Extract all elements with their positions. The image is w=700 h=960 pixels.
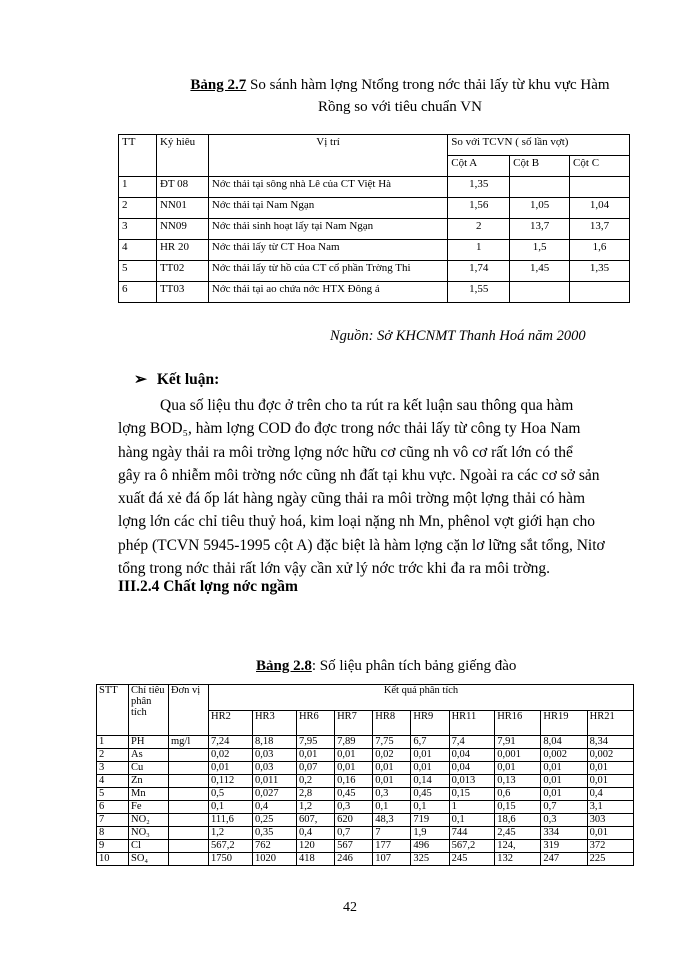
table1-cell-b — [510, 177, 570, 198]
table2-cell-value: 247 — [541, 853, 587, 866]
table2-cell-value: 225 — [587, 853, 633, 866]
table2-cell-stt: 5 — [97, 788, 129, 801]
table2-cell-stt: 8 — [97, 827, 129, 840]
table1-cell-tt: 2 — [119, 198, 157, 219]
table2-cell-value: 0,1 — [373, 801, 411, 814]
table2-cell-value: 0,002 — [587, 749, 633, 762]
table1-cell-a: 2 — [448, 219, 510, 240]
table2-cell-value: 0,01 — [335, 749, 373, 762]
table2-cell-value: 1 — [449, 801, 495, 814]
table2-cell-value: 0,4 — [296, 827, 334, 840]
table2-cell-value: 7,75 — [373, 736, 411, 749]
table2-cell-value: 3,1 — [587, 801, 633, 814]
table2-cell-value: 0,3 — [335, 801, 373, 814]
table2-cell-value: 334 — [541, 827, 587, 840]
table2-header-result: Kết quả phân tích — [209, 685, 634, 711]
table2-cell-value: 0,04 — [449, 762, 495, 775]
table2-cell-value: 245 — [449, 853, 495, 866]
table2-cell-value: 744 — [449, 827, 495, 840]
table1-row — [119, 219, 630, 240]
table2-cell-unit — [169, 840, 209, 853]
table1-cell-code: NN09 — [156, 219, 208, 240]
table2-cell-value: 567,2 — [209, 840, 253, 853]
table2-cell-unit — [169, 801, 209, 814]
conclusion-line: xuất đá xẻ đá ốp lát hàng ngày cũng thải ra môi trờng một lợng thải có hàm — [118, 490, 586, 508]
table2-row — [97, 840, 634, 853]
table1-row — [119, 177, 630, 198]
table1-cell-loc: Nớc thải tại ao chứa nớc HTX Đông á — [208, 282, 447, 303]
table2-well-header: HR3 — [252, 710, 296, 736]
table2-cell-value: 319 — [541, 840, 587, 853]
table1-cell-loc: Nớc thải sinh hoạt lấy tại Nam Ngạn — [208, 219, 447, 240]
table1-cell-a: 1 — [448, 240, 510, 261]
table2-cell-value: 1,9 — [411, 827, 449, 840]
table2-cell-value: 0,01 — [411, 749, 449, 762]
table2-cell-value: 2,8 — [296, 788, 334, 801]
table1-cell-c: 13,7 — [570, 219, 630, 240]
table2-row — [97, 801, 634, 814]
table2-cell-value: 107 — [373, 853, 411, 866]
table2-cell-stt: 9 — [97, 840, 129, 853]
table1-cell-b: 1,5 — [510, 240, 570, 261]
table1-cell-c: 1,6 — [570, 240, 630, 261]
table2-cell-value: 0,45 — [411, 788, 449, 801]
table2-well-header: HR7 — [335, 710, 373, 736]
table2-cell-value: 0,15 — [449, 788, 495, 801]
table1-cell-a: 1,35 — [448, 177, 510, 198]
table1-header-col-c: Cột C — [570, 156, 630, 177]
table1-caption — [150, 74, 650, 118]
table2-cell-value: 0,03 — [252, 762, 296, 775]
table2-cell-stt: 7 — [97, 814, 129, 827]
table1-cell-c: 1,35 — [570, 261, 630, 282]
table2-cell-value: 0,01 — [495, 762, 541, 775]
table2-cell-value: 325 — [411, 853, 449, 866]
table2-cell-value: 1,2 — [209, 827, 253, 840]
table2-cell-value: 762 — [252, 840, 296, 853]
table2-well-header: HR21 — [587, 710, 633, 736]
table1-cell-loc: Nớc thải tại sông nhà Lê của CT Việt Hà — [208, 177, 447, 198]
table2-cell-value: 607, — [296, 814, 334, 827]
table2-cell-value: 8,04 — [541, 736, 587, 749]
table2-cell-value: 0,1 — [449, 814, 495, 827]
table2-cell-value: 0,01 — [587, 775, 633, 788]
table2-cell-unit — [169, 788, 209, 801]
table2-cell-value: 567,2 — [449, 840, 495, 853]
table2-cell-stt: 1 — [97, 736, 129, 749]
table2-cell-param: Cl — [129, 840, 169, 853]
table1-cell-tt: 5 — [119, 261, 157, 282]
table2-cell-value: 124, — [495, 840, 541, 853]
table1-cell-tt: 3 — [119, 219, 157, 240]
conclusion-paragraph — [118, 394, 632, 580]
table2-cell-value: 132 — [495, 853, 541, 866]
table2-cell-value: 0,14 — [411, 775, 449, 788]
table2-cell-param: Zn — [129, 775, 169, 788]
table2-well-header: HR9 — [411, 710, 449, 736]
table1-cell-code: TT02 — [156, 261, 208, 282]
conclusion-line: tổng trong nớc thải rất lớn vậy cần xử lý nớc trớc khi đa ra môi trờng. — [118, 560, 551, 578]
table2-cell-param: As — [129, 749, 169, 762]
table1-header-col-b: Cột B — [510, 156, 570, 177]
table2-well-header: HR16 — [495, 710, 541, 736]
table2-row — [97, 749, 634, 762]
table2-cell-value: 0,01 — [296, 749, 334, 762]
table2-cell-value: 0,03 — [252, 749, 296, 762]
table1-cell-tt: 1 — [119, 177, 157, 198]
table1-caption-line1: So sánh hàm lợng Ntổng trong nớc thải lấy từ khu vực Hàm — [246, 77, 610, 93]
table2-caption-label: Bảng 2.8 — [256, 658, 312, 674]
table2-row — [97, 788, 634, 801]
table2-cell-value: 7,24 — [209, 736, 253, 749]
table2-cell-value: 18,6 — [495, 814, 541, 827]
table2-cell-value: 0,2 — [296, 775, 334, 788]
table2-cell-param: Cu — [129, 762, 169, 775]
table1-cell-a: 1,55 — [448, 282, 510, 303]
table1-row — [119, 240, 630, 261]
section-heading: III.2.4 Chất lợng nớc ngầm — [118, 578, 298, 595]
table2-well-header: HR2 — [209, 710, 253, 736]
table2-cell-value: 0,4 — [587, 788, 633, 801]
table2-cell-value: 0,6 — [495, 788, 541, 801]
table2-cell-value: 0,01 — [411, 762, 449, 775]
table2-cell-stt: 4 — [97, 775, 129, 788]
table2-cell-value: 0,4 — [252, 801, 296, 814]
table2-well-header: HR6 — [296, 710, 334, 736]
table1-cell-code: TT03 — [156, 282, 208, 303]
table2-cell-value: 0,5 — [209, 788, 253, 801]
table1-cell-a: 1,56 — [448, 198, 510, 219]
table2-cell-unit — [169, 853, 209, 866]
table2-cell-value: 0,112 — [209, 775, 253, 788]
conclusion-line: lợng BOD₅, hàm lợng COD đo đợc trong nớc thải lấy từ công ty Hoa Nam — [118, 420, 581, 438]
table2-cell-unit — [169, 775, 209, 788]
table2-cell-param: Fe — [129, 801, 169, 814]
table2-cell-value: 0,45 — [335, 788, 373, 801]
table2-cell-stt: 3 — [97, 762, 129, 775]
table2-well-header: HR11 — [449, 710, 495, 736]
table2-cell-value: 0,01 — [541, 788, 587, 801]
table2-cell-unit — [169, 827, 209, 840]
table2-cell-value: 7,4 — [449, 736, 495, 749]
table2-cell-value: 719 — [411, 814, 449, 827]
table2-row — [97, 853, 634, 866]
table2-cell-value: 496 — [411, 840, 449, 853]
table2-cell-stt: 10 — [97, 853, 129, 866]
table2-cell-value: 0,01 — [373, 775, 411, 788]
table2-header-param: Chỉ tiêu phân tích — [129, 685, 169, 736]
table2-cell-stt: 2 — [97, 749, 129, 762]
table2-cell-param: SO₄ — [129, 853, 169, 866]
table2-cell-value: 0,13 — [495, 775, 541, 788]
table2-cell-value: 0,01 — [587, 827, 633, 840]
table2-cell-value: 2,45 — [495, 827, 541, 840]
table2-cell-value: 303 — [587, 814, 633, 827]
table2-cell-value: 620 — [335, 814, 373, 827]
table1-row — [119, 198, 630, 219]
conclusion-heading: Kết luận: — [156, 371, 220, 388]
table1-header-col-a: Cột A — [448, 156, 510, 177]
table1-cell-tt: 4 — [119, 240, 157, 261]
table2-cell-param: Mn — [129, 788, 169, 801]
conclusion-heading-row — [134, 370, 219, 389]
table2-row — [97, 762, 634, 775]
table2-cell-value: 0,7 — [541, 801, 587, 814]
table1-header-code: Ký hiêu — [156, 135, 208, 177]
table2-cell-param: NO₂ — [129, 814, 169, 827]
table1-cell-code: NN01 — [156, 198, 208, 219]
table2-cell-value: 8,34 — [587, 736, 633, 749]
table1-cell-code: ĐT 08 — [156, 177, 208, 198]
table2-cell-value: 418 — [296, 853, 334, 866]
table1-cell-code: HR 20 — [156, 240, 208, 261]
table2-cell-value: 0,002 — [541, 749, 587, 762]
table2-cell-value: 48,3 — [373, 814, 411, 827]
table2-cell-unit — [169, 762, 209, 775]
table2-cell-value: 8,18 — [252, 736, 296, 749]
table2-cell-value: 372 — [587, 840, 633, 853]
table2-row — [97, 736, 634, 749]
table2-well-header: HR19 — [541, 710, 587, 736]
table2-cell-value: 7 — [373, 827, 411, 840]
table2-cell-value: 0,3 — [541, 814, 587, 827]
table1-cell-b — [510, 282, 570, 303]
table2-cell-value: 0,7 — [335, 827, 373, 840]
table2-cell-value: 0,01 — [209, 762, 253, 775]
table1-caption-line2: Rồng so với tiêu chuẩn VN — [318, 99, 482, 115]
table2-cell-value: 0,3 — [373, 788, 411, 801]
table2-row — [97, 814, 634, 827]
table1-source: Nguồn: Sở KHCNMT Thanh Hoá năm 2000 — [330, 328, 586, 344]
conclusion-line: lợng lớn các chỉ tiêu thuỷ hoá, kim loại nặng nh Mn, phênol vợt giới hạn cho — [118, 513, 596, 531]
table2-row — [97, 775, 634, 788]
table1-header-compare: So với TCVN ( số lần vợt) — [448, 135, 630, 156]
table2-cell-value: 0,011 — [252, 775, 296, 788]
table2-cell-unit — [169, 814, 209, 827]
table1-cell-b: 13,7 — [510, 219, 570, 240]
bullet-arrow-icon: ➢ — [134, 371, 147, 388]
table1-cell-b: 1,45 — [510, 261, 570, 282]
table1-header-location: Vị trí — [208, 135, 447, 177]
table2-cell-param: PH — [129, 736, 169, 749]
table1-cell-loc: Nớc thải lấy từ CT Hoa Nam — [208, 240, 447, 261]
table1-cell-a: 1,74 — [448, 261, 510, 282]
table2-cell-value: 0,01 — [373, 762, 411, 775]
table2-cell-unit: mg/l — [169, 736, 209, 749]
table2-well-header: HR8 — [373, 710, 411, 736]
table2-cell-value: 120 — [296, 840, 334, 853]
table2-cell-value: 567 — [335, 840, 373, 853]
table1-caption-label: Bảng 2.7 — [190, 77, 247, 93]
table2-cell-value: 246 — [335, 853, 373, 866]
table2-cell-value: 0,01 — [335, 762, 373, 775]
table2-cell-value: 7,89 — [335, 736, 373, 749]
table2-cell-value: 0,027 — [252, 788, 296, 801]
table2-caption — [256, 658, 516, 675]
conclusion-line: gây ra ô nhiễm môi trờng nớc cũng nh đất tại khu vực. Ngoài ra các cơ sở sản — [118, 466, 600, 484]
table2-cell-value: 0,16 — [335, 775, 373, 788]
table2-cell-value: 0,07 — [296, 762, 334, 775]
table2-cell-value: 7,95 — [296, 736, 334, 749]
table2-cell-value: 0,013 — [449, 775, 495, 788]
table2-header-unit: Đơn vị — [169, 685, 209, 736]
table2-cell-value: 0,15 — [495, 801, 541, 814]
table2-cell-value: 1750 — [209, 853, 253, 866]
table2-header-stt: STT — [97, 685, 129, 736]
table2-cell-value: 0,001 — [495, 749, 541, 762]
table2-cell-value: 0,25 — [252, 814, 296, 827]
table2 — [96, 684, 634, 866]
table1-cell-loc: Nớc thải tại Nam Ngạn — [208, 198, 447, 219]
table1 — [118, 134, 630, 303]
table2-cell-value: 1020 — [252, 853, 296, 866]
table2-cell-param: NO₃ — [129, 827, 169, 840]
table2-cell-value: 0,1 — [411, 801, 449, 814]
table2-cell-value: 0,02 — [373, 749, 411, 762]
table1-row — [119, 261, 630, 282]
table2-cell-unit — [169, 749, 209, 762]
table1-cell-c — [570, 177, 630, 198]
conclusion-line: hàng ngày thải ra môi trờng lợng nớc hữu cơ cũng nh vô cơ rất lớn có thể — [118, 443, 573, 461]
table2-caption-text: : Số liệu phân tích bảng giếng đào — [311, 658, 517, 674]
table2-cell-value: 0,1 — [209, 801, 253, 814]
page-number: 42 — [343, 900, 357, 915]
table1-cell-tt: 6 — [119, 282, 157, 303]
table2-cell-value: 0,01 — [541, 775, 587, 788]
table1-cell-b: 1,05 — [510, 198, 570, 219]
table2-cell-value: 111,6 — [209, 814, 253, 827]
table2-cell-value: 7,91 — [495, 736, 541, 749]
table1-cell-c — [570, 282, 630, 303]
table2-cell-value: 1,2 — [296, 801, 334, 814]
conclusion-line: phép (TCVN 5945-1995 cột A) đặc biệt là hàm lợng cặn lơ lững sắt tổng, Nitơ — [118, 536, 605, 554]
table1-cell-loc: Nớc thải lấy từ hồ của CT cổ phần Trờng Thi — [208, 261, 447, 282]
conclusion-line: Qua số liệu thu đợc ở trên cho ta rút ra kết luận sau thông qua hàm — [160, 397, 574, 414]
table1-header-tt: TT — [119, 135, 157, 177]
table2-cell-value: 0,35 — [252, 827, 296, 840]
table2-cell-value: 0,01 — [587, 762, 633, 775]
table2-cell-value: 0,04 — [449, 749, 495, 762]
table2-cell-stt: 6 — [97, 801, 129, 814]
table1-cell-c: 1,04 — [570, 198, 630, 219]
table2-cell-value: 0,01 — [541, 762, 587, 775]
table2-cell-value: 6,7 — [411, 736, 449, 749]
table2-row — [97, 827, 634, 840]
table2-cell-value: 177 — [373, 840, 411, 853]
table1-row — [119, 282, 630, 303]
table2-cell-value: 0,02 — [209, 749, 253, 762]
